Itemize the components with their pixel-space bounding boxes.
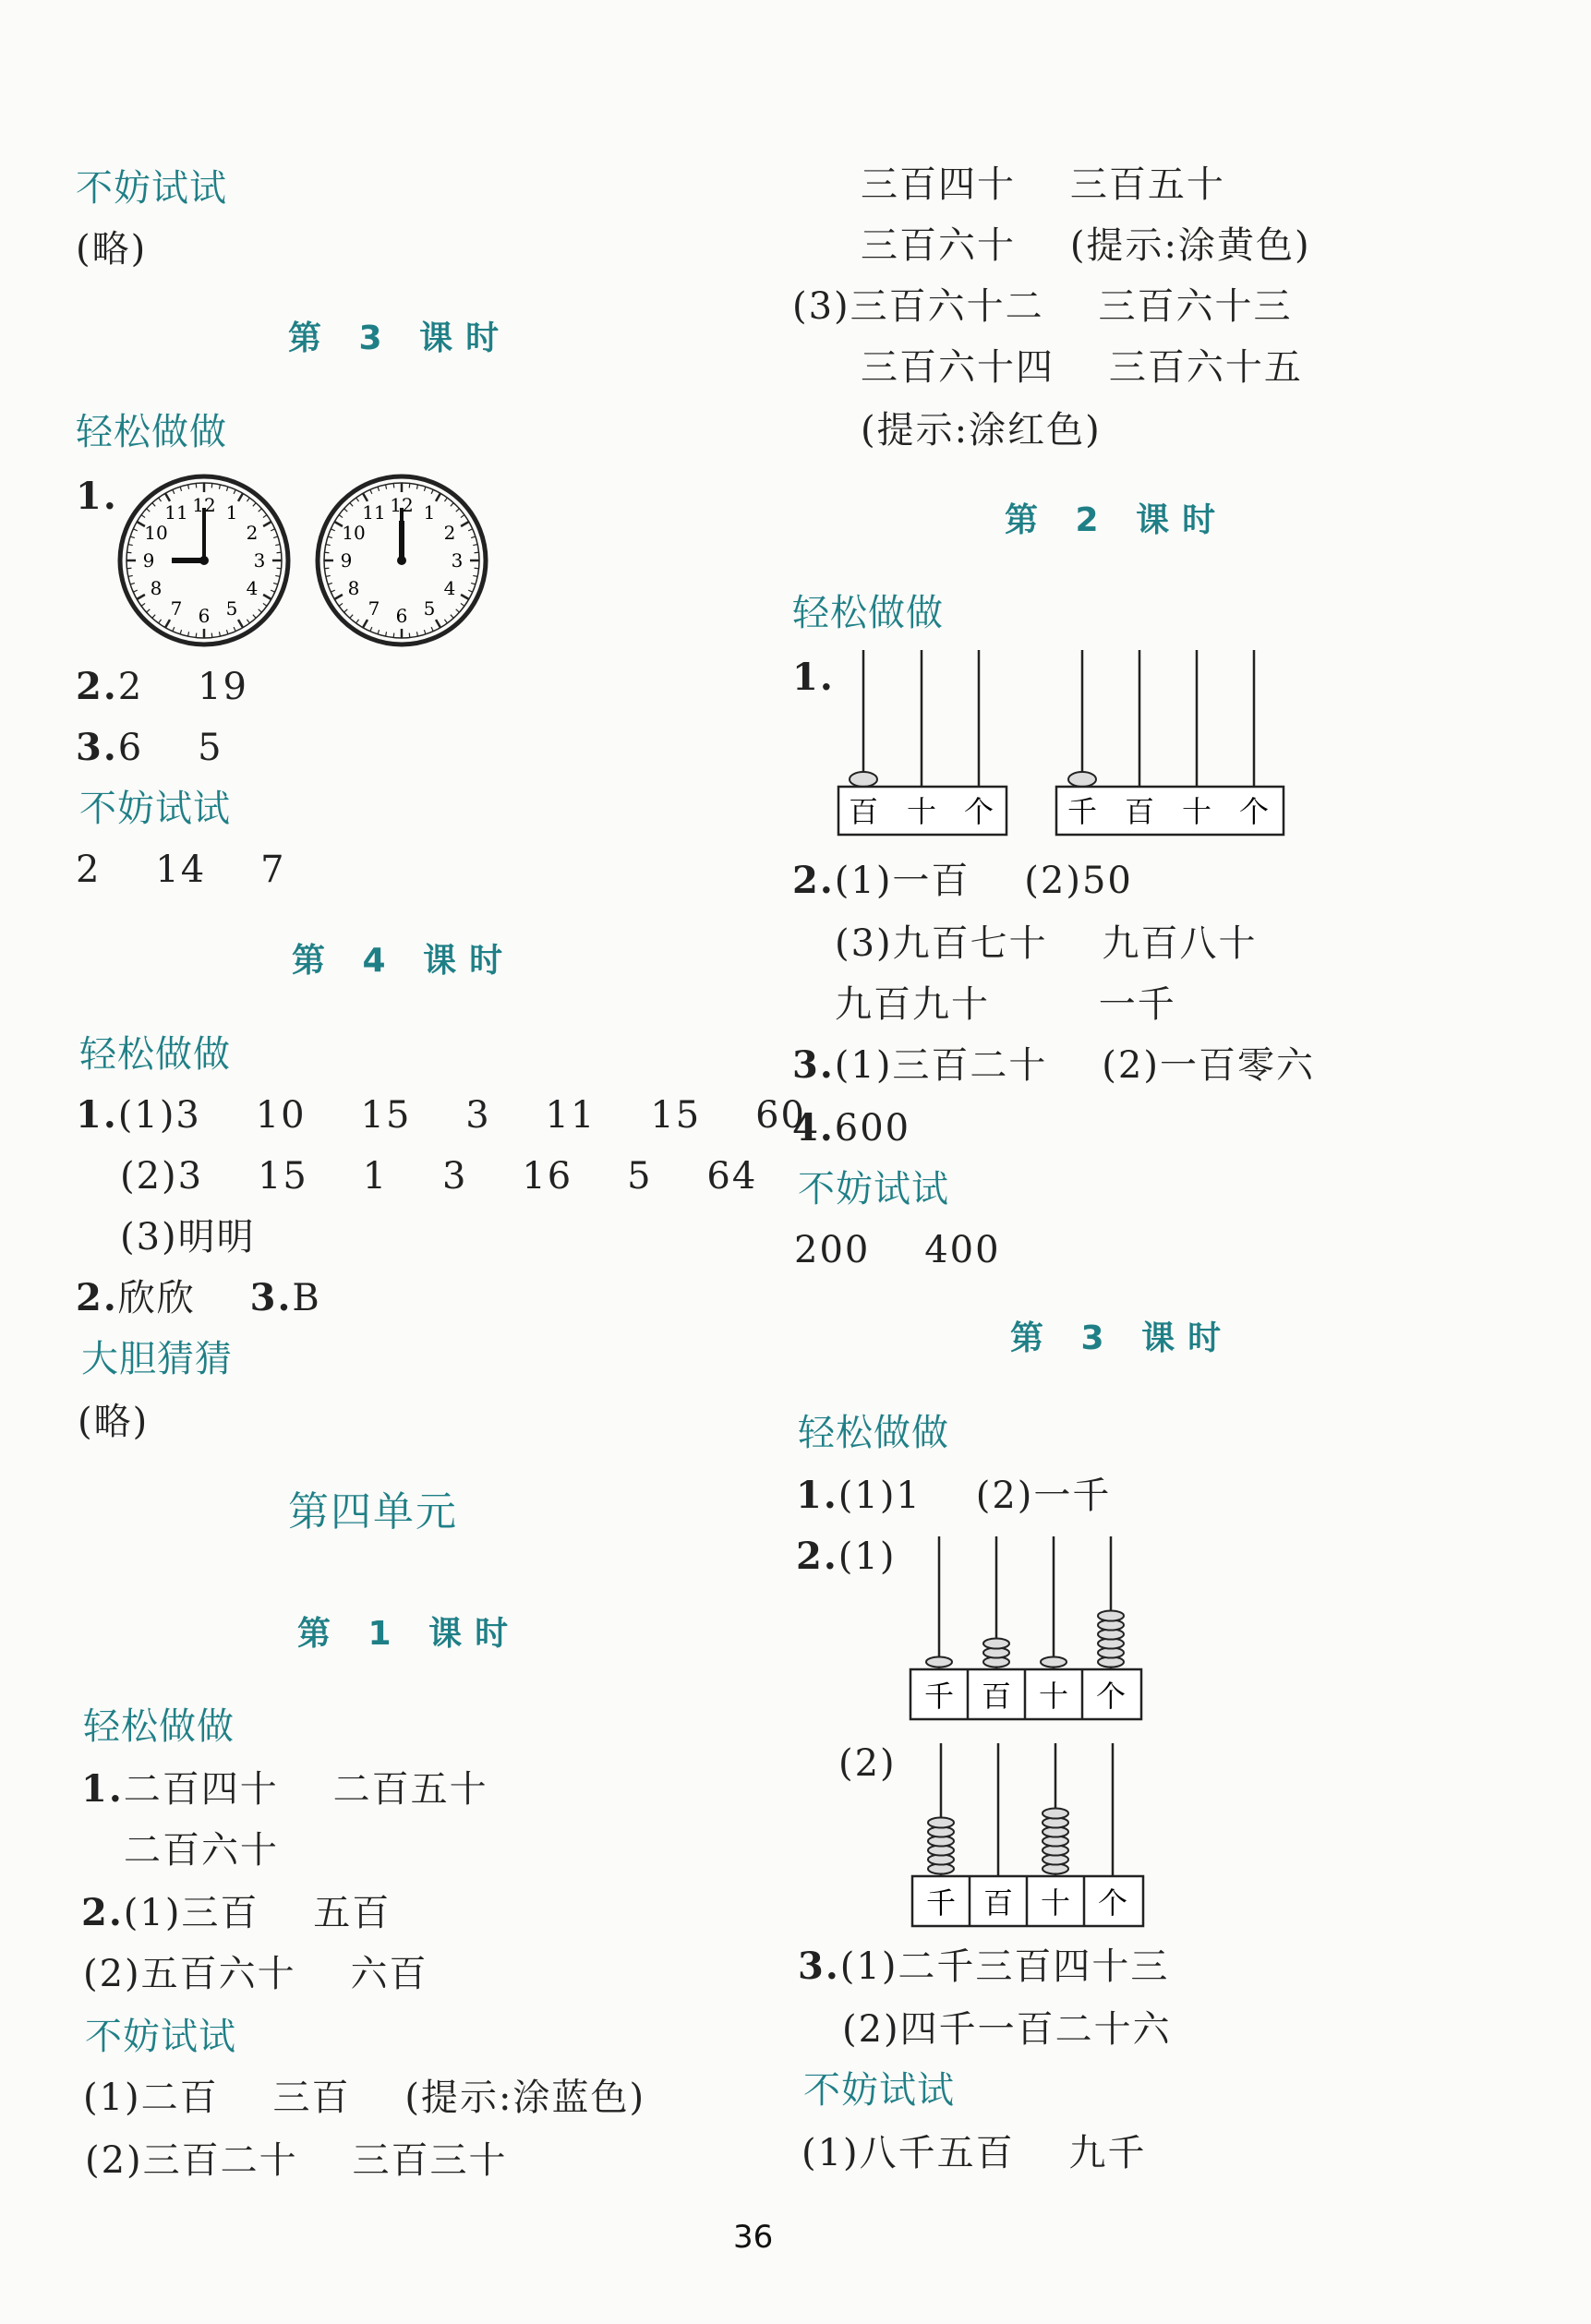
clock-tick [416, 632, 417, 636]
clock-tick [273, 536, 278, 538]
clock-tick [147, 609, 151, 612]
answer-text: 600 [834, 1107, 911, 1150]
clock-tick [436, 493, 440, 501]
answer-text: (略) [78, 1401, 150, 1443]
question-number: 3. [76, 726, 118, 769]
clock-tick [165, 493, 170, 501]
clock-numeral: 6 [395, 605, 408, 627]
clock-tick [127, 552, 131, 553]
clock-tick [263, 595, 271, 599]
clock-tick [128, 545, 133, 546]
clock-numeral: 5 [423, 596, 436, 620]
clock-tick [444, 620, 447, 623]
clock-tick [409, 483, 410, 488]
abacus-thousands [1055, 650, 1285, 835]
clock-numeral: 2 [443, 522, 456, 544]
clock-tick [196, 633, 197, 638]
clock-tick [363, 493, 368, 501]
clock-tick [378, 630, 380, 634]
answer-text: 九百九十 一千 [835, 983, 1176, 1026]
answer-text: (1) [838, 1535, 897, 1578]
clock-tick [416, 485, 417, 489]
clock-tick [468, 590, 473, 592]
clock-tick [259, 509, 262, 512]
answer-line [81, 1891, 392, 1934]
clock-tick [331, 529, 335, 531]
clock-tick [436, 620, 440, 628]
clock-tick [350, 615, 353, 619]
clock-tick [456, 509, 460, 512]
section-heading: 轻松做做 [83, 1705, 235, 1748]
abacus-label: 个 [1095, 1679, 1127, 1714]
clock-tick [409, 633, 410, 638]
clock-tick [324, 568, 329, 569]
clock-numeral: 7 [170, 596, 183, 620]
abacus-label: 千 [923, 1679, 955, 1714]
answer-text: 三百六十四 三百六十五 [861, 346, 1303, 389]
answer-line [792, 1106, 911, 1150]
clock-tick [363, 620, 368, 628]
answer-text: (3)九百七十 九百八十 [835, 922, 1258, 965]
abacus-with-beads-2 [910, 1743, 1145, 1928]
abacus-label: 千 [925, 1885, 957, 1921]
clock-numeral: 9 [142, 549, 155, 572]
clock-tick [444, 498, 447, 501]
clock-tick [152, 615, 155, 619]
answer-text: (3)明明 [120, 1216, 256, 1258]
clock-tick [271, 529, 275, 531]
clock-tick [130, 583, 135, 584]
question-number: 2. [81, 1891, 124, 1934]
section-heading: 不妨试试 [79, 788, 231, 830]
clock-tick [356, 498, 359, 501]
abacus-label: 个 [1097, 1885, 1128, 1921]
answer-text: (2)三百二十 三百三十 [85, 2139, 508, 2182]
clock-tick [188, 485, 189, 489]
clock-tick [147, 509, 151, 512]
clock-tick [263, 603, 267, 606]
clock-tick [271, 590, 275, 592]
abacus-label: 个 [1238, 794, 1270, 829]
clock-tick [130, 536, 135, 538]
question-number: 1. [76, 475, 118, 518]
clock-numeral: 8 [150, 577, 163, 599]
clock-tick [277, 552, 282, 553]
question-number: 2. [76, 665, 118, 708]
clock-numeral: 1 [423, 501, 436, 524]
clock-numeral: 10 [144, 522, 168, 544]
clock-tick [133, 590, 138, 592]
clock-tick [350, 503, 353, 507]
answer-line [76, 665, 248, 708]
clock-numeral: 6 [198, 605, 211, 627]
answer-text: (2) [838, 1742, 897, 1785]
section-heading: 不妨试试 [76, 167, 227, 210]
clock-tick [356, 620, 359, 623]
abacus-hundreds [837, 650, 1008, 835]
clock-tick [378, 487, 380, 491]
lesson-title: 第 3 课时 [288, 319, 512, 357]
clock-tick [344, 609, 348, 612]
clock-tick [275, 575, 280, 576]
page-number: 36 [733, 2219, 774, 2256]
clock-tick [253, 615, 256, 619]
clock-tick [165, 620, 170, 628]
clock-face-2 [314, 473, 489, 648]
section-heading: 轻松做做 [79, 1033, 231, 1076]
clock-tick [424, 487, 426, 491]
clock-numeral: 3 [253, 549, 266, 572]
clock-tick [211, 633, 212, 638]
clock-tick [461, 515, 464, 518]
clock-tick [219, 485, 220, 489]
abacus-label: 百 [1124, 794, 1155, 829]
clock-tick [226, 630, 228, 634]
abacus-bead [983, 1639, 1009, 1649]
answer-text: (1)二百 三百 (提示:涂蓝色) [83, 2077, 646, 2119]
clock-tick [451, 503, 453, 507]
answer-text: (2)3 15 1 3 16 5 64 [120, 1155, 758, 1198]
answer-text: (1)3 10 15 3 11 15 60 [117, 1094, 806, 1137]
lesson-title: 第 3 课时 [1010, 1319, 1235, 1357]
answer-text: B [292, 1277, 321, 1319]
answer-text: 200 400 [794, 1229, 1001, 1271]
answer-text: (2)五百六十 六百 [83, 1953, 428, 1995]
abacus-bead [1041, 1657, 1067, 1668]
section-heading: 轻松做做 [76, 411, 227, 453]
abacus-label: 百 [982, 1885, 1014, 1921]
answer-text: (3)三百六十二 三百六十三 [792, 285, 1293, 328]
answer-line [76, 1276, 321, 1319]
clock-tick [263, 515, 267, 518]
clock-tick [141, 603, 145, 606]
clock-numeral: 3 [451, 549, 464, 572]
clock-tick [273, 583, 278, 584]
question-number: 4. [792, 1106, 835, 1150]
clock-tick [370, 627, 372, 632]
question-number: 3. [798, 1945, 840, 1988]
answer-line [798, 1945, 1170, 1988]
clock-tick [180, 487, 182, 491]
abacus-label: 十 [1040, 1885, 1071, 1921]
clock-tick [370, 489, 372, 494]
clock-tick [339, 515, 343, 518]
clock-tick [386, 632, 387, 636]
answer-text: 二百六十 [124, 1829, 279, 1872]
section-heading: 轻松做做 [798, 1412, 949, 1454]
clock-tick [188, 632, 189, 636]
clock-tick [473, 545, 477, 546]
abacus-label: 十 [1038, 1679, 1069, 1714]
answer-text: (提示:涂红色) [861, 409, 1102, 452]
clock-tick [263, 522, 271, 526]
clock-tick [471, 583, 476, 584]
answer-line [76, 726, 223, 769]
clock-numeral: 4 [246, 577, 259, 599]
answer-text: (略) [76, 228, 148, 271]
abacus-bead [1043, 1809, 1068, 1819]
clock-tick [128, 575, 133, 576]
clock-tick [159, 498, 162, 501]
clock-tick [424, 630, 426, 634]
question-number: 3. [249, 1276, 293, 1319]
clock-tick [331, 590, 335, 592]
clock-tick [234, 489, 235, 494]
clock-numeral: 10 [342, 522, 366, 544]
clock-tick [461, 603, 464, 606]
question-number: 1. [76, 1093, 118, 1137]
clock-tick [393, 483, 394, 488]
abacus-bead [926, 1657, 952, 1668]
clock-tick [328, 536, 332, 538]
clock-numeral: 11 [362, 501, 386, 524]
clock-tick [238, 493, 243, 501]
clock-tick [475, 568, 479, 569]
clock-numeral: 7 [368, 596, 380, 620]
answer-text: 二百四十 二百五十 [123, 1768, 488, 1811]
answer-line [76, 1093, 806, 1137]
answer-text: (2)四千一百二十六 [842, 2008, 1172, 2051]
clock-tick [173, 627, 175, 632]
clock-numeral: 12 [192, 494, 216, 516]
clock-tick [431, 627, 433, 632]
clock-tick [461, 595, 469, 599]
question-number: 1. [792, 656, 835, 699]
clock-tick [326, 545, 331, 546]
section-heading: 轻松做做 [792, 592, 944, 634]
clock-numeral: 5 [225, 596, 238, 620]
answer-line [792, 1043, 1315, 1087]
clock-numeral: 1 [225, 501, 238, 524]
answer-line [796, 1474, 1112, 1517]
answer-text: (1)二千三百四十三 [839, 1945, 1170, 1988]
question-number: 2. [76, 1276, 118, 1319]
clock-tick [334, 595, 343, 599]
clock-face-1 [116, 473, 292, 648]
clock-tick [431, 489, 433, 494]
clock-numeral: 8 [347, 577, 360, 599]
clock-numeral: 2 [246, 522, 259, 544]
clock-tick [219, 632, 220, 636]
clock-tick [451, 615, 453, 619]
clock-tick [324, 552, 329, 553]
clock-tick [159, 620, 162, 623]
section-heading: 不妨试试 [85, 2016, 236, 2058]
answer-line [792, 859, 1133, 902]
section-heading: 大胆猜猜 [81, 1338, 233, 1380]
clock-numeral: 4 [443, 577, 456, 599]
abacus-label: 十 [906, 794, 937, 829]
question-number: 1. [796, 1474, 838, 1517]
answer-text: (1)一百 (2)50 [834, 860, 1133, 902]
clock-tick [468, 529, 473, 531]
question-number: 2. [792, 859, 835, 902]
clock-tick [456, 609, 460, 612]
answer-text: 2 19 [117, 666, 248, 708]
clock-tick [234, 627, 235, 632]
clock-tick [339, 603, 343, 606]
abacus-label: 百 [981, 1679, 1012, 1714]
clock-tick [393, 633, 394, 638]
clock-tick [461, 522, 469, 526]
clock-tick [127, 568, 131, 569]
clock-tick [247, 498, 249, 501]
abacus-label: 千 [1067, 794, 1098, 829]
clock-tick [196, 483, 197, 488]
question-number: 3. [792, 1043, 835, 1087]
abacus-bead [928, 1818, 954, 1828]
clock-tick [275, 545, 280, 546]
clock-tick [211, 483, 212, 488]
answer-line [81, 1767, 488, 1811]
unit-title: 第四单元 [288, 1488, 458, 1535]
answer-text: 6 5 [117, 727, 223, 769]
clock-tick [475, 552, 479, 553]
clock-tick [180, 630, 182, 634]
clock-numeral: 12 [390, 494, 414, 516]
clock-tick [344, 509, 348, 512]
clock-tick [152, 503, 155, 507]
answer-line [796, 1535, 897, 1578]
abacus-label: 百 [848, 794, 879, 829]
clock-tick [473, 575, 477, 576]
question-number: 1. [81, 1767, 124, 1811]
clock-tick [259, 609, 262, 612]
clock-tick [386, 485, 387, 489]
answer-text: (1)1 (2)一千 [838, 1475, 1112, 1517]
answer-text: 欣欣 [117, 1277, 196, 1319]
answer-text: (1)三百 五百 [123, 1892, 392, 1934]
section-heading: 不妨试试 [803, 2069, 955, 2112]
abacus-label: 十 [1181, 794, 1212, 829]
clock-tick [253, 503, 256, 507]
answer-text: (1)八千五百 九千 [802, 2132, 1147, 2174]
clock-tick [141, 515, 145, 518]
abacus-bead [1098, 1611, 1124, 1621]
clock-tick [277, 568, 282, 569]
clock-tick [137, 595, 145, 599]
clock-tick [173, 489, 175, 494]
clock-tick [326, 575, 331, 576]
lesson-title: 第 4 课时 [292, 942, 516, 980]
clock-tick [226, 487, 228, 491]
clock-tick [471, 536, 476, 538]
clock-tick [133, 529, 138, 531]
clock-numeral: 9 [340, 549, 353, 572]
answer-text: 三百四十 三百五十 [861, 163, 1225, 206]
question-number: 2. [796, 1535, 838, 1578]
abacus-with-beads-1 [909, 1536, 1143, 1721]
section-heading: 不妨试试 [798, 1168, 949, 1210]
abacus-label: 个 [963, 794, 994, 829]
lesson-title: 第 1 课时 [297, 1615, 522, 1653]
lesson-title: 第 2 课时 [1005, 501, 1229, 539]
answer-text: (1)三百二十 (2)一百零六 [834, 1044, 1315, 1087]
clock-tick [328, 583, 332, 584]
clock-tick [247, 620, 249, 623]
answer-text: 三百六十 (提示:涂黄色) [861, 224, 1311, 267]
answer-text: 2 14 7 [76, 849, 286, 891]
clock-tick [238, 620, 243, 628]
clock-numeral: 11 [164, 501, 188, 524]
